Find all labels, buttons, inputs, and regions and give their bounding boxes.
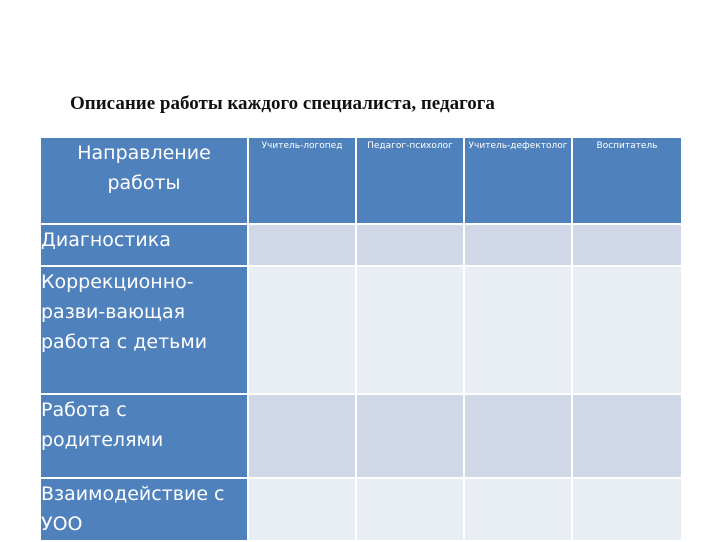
table-cell (356, 224, 464, 266)
table-cell (248, 224, 356, 266)
header-speech-therapist: Учитель-логопед (248, 137, 356, 224)
table-cell (356, 266, 464, 394)
table-cell (248, 478, 356, 541)
table-row (40, 224, 682, 266)
header-direction: Направление работы (40, 137, 248, 224)
table-cell (356, 394, 464, 478)
table-cell (248, 394, 356, 478)
header-defectologist: Учитель-дефектолог (464, 137, 572, 224)
table-cell (464, 478, 572, 541)
table-row (40, 478, 682, 541)
header-educator: Воспитатель (572, 137, 682, 224)
row-label-diagnostics: Диагностика (40, 224, 248, 266)
table-cell (356, 478, 464, 541)
row-label-uoo: Взаимодействие с УОО (40, 478, 248, 541)
row-label-correction-work: Коррекционно-разви-вающая работа с детьми (40, 266, 248, 394)
table-cell (248, 266, 356, 394)
table-cell (572, 478, 682, 541)
table-cell (464, 266, 572, 394)
header-row (40, 137, 682, 224)
table-row (40, 394, 682, 478)
slide-title: Описание работы каждого специалиста, педагога (70, 93, 495, 114)
table-cell (464, 394, 572, 478)
header-psychologist: Педагог-психолог (356, 137, 464, 224)
table-cell (464, 224, 572, 266)
table-cell (572, 394, 682, 478)
specialist-table (39, 136, 683, 542)
table-cell (572, 224, 682, 266)
table-cell (572, 266, 682, 394)
row-label-parents: Работа с родителями (40, 394, 248, 478)
table-row (40, 266, 682, 394)
